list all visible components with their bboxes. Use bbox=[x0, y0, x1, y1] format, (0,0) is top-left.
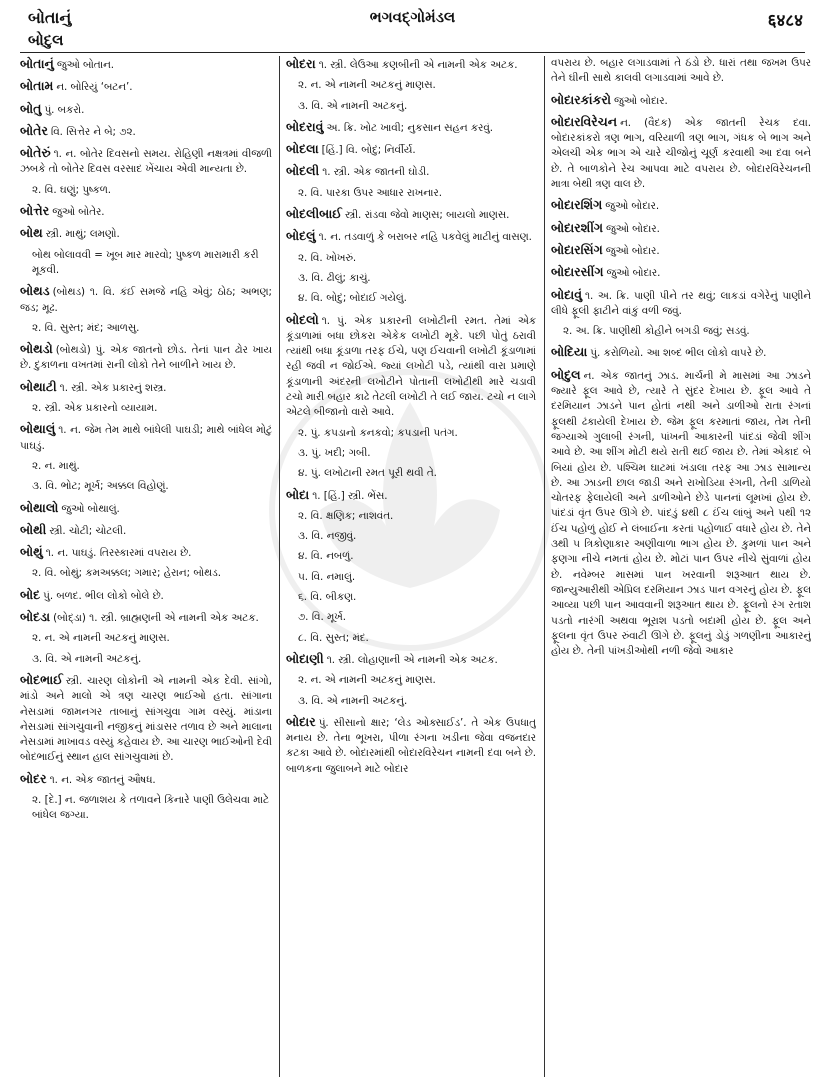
entry-headword: બોદ bbox=[20, 586, 41, 602]
entry-definition: જુઓ બોતાન. bbox=[56, 59, 115, 71]
entry-headword: બોથાલું bbox=[20, 421, 56, 437]
entry-definition: પું. કરોળિયો. આ શબ્દ ભીલ લોકો વાપરે છે. bbox=[590, 347, 767, 360]
column-divider-1 bbox=[279, 56, 280, 1077]
entry-sense bbox=[298, 673, 536, 688]
dictionary-column-3 bbox=[551, 56, 811, 1079]
dictionary-entry bbox=[20, 672, 272, 766]
entry-definition: ૨. વિ. પારકા ઉપર આધાર રાખનાર. bbox=[298, 186, 443, 199]
entry-headword: બોદાવું bbox=[551, 286, 583, 302]
entry-sense bbox=[298, 509, 536, 524]
entry-definition: ૭. વિ. મૂર્ખ. bbox=[298, 611, 346, 624]
page-header bbox=[0, 0, 825, 34]
entry-definition: ૧. સ્ત્રી. એક જાતની ઘોડી. bbox=[322, 166, 430, 179]
entry-headword: બોતેરું bbox=[20, 145, 51, 161]
entry-definition: ૨. ન. એ નામની અટકનું માણસ. bbox=[298, 79, 436, 92]
entry-definition: બોથ બોલાવવી = ખૂબ માર મારવો; પુષ્કળ મારામારી કરી મૂકવી. bbox=[32, 248, 259, 276]
dictionary-entry bbox=[551, 287, 811, 320]
entry-definition: પું. બળદ. ભીલ લોકો બોલે છે. bbox=[43, 589, 164, 602]
entry-headword: બોદડા bbox=[20, 609, 51, 625]
entry-definition: ૪. વિ. નબળું. bbox=[298, 550, 354, 563]
entry-definition: ૨. વિ. બોથું; કમઅક્કલ; ગમાર; હેરાન; બોથડ. bbox=[32, 567, 221, 580]
dictionary-entry bbox=[20, 421, 272, 454]
dictionary-entry bbox=[20, 225, 272, 242]
dictionary-entry bbox=[551, 56, 811, 87]
entry-headword: બોત્તેર bbox=[20, 203, 50, 219]
entry-headword: બોતેર bbox=[20, 122, 48, 138]
entry-definition: ન. (વૈદક) એક જાતની રેચક દવા. બોદારકાંકરો ત્રણ ભાગ, વરિયાળી ત્રણ ભાગ, ગંધક બે ભાગ અને એલચી એક ભાગ એ ચારે ચીજોનું ચૂર્ણ કરવાથી આ દવા બને છે. તે બાળકોને રેચ આપવા માટે વપરાય છે. બોદારવિરેચનની માત્રા બેથી ત્રણ વાલ છે. bbox=[551, 116, 811, 191]
entry-headword: બોદિયા bbox=[551, 344, 588, 360]
entry-sense bbox=[32, 183, 272, 198]
column-divider-2 bbox=[544, 56, 545, 1077]
entry-definition: ૧. ન. જેમ તેમ માથે બાંધેલી પાઘડી; માથે બાંધેલ મોટું પાઘડું. bbox=[20, 424, 272, 452]
entry-headword: બોદર bbox=[20, 770, 47, 786]
entry-sense bbox=[298, 549, 536, 564]
entry-definition: ૨. અ. ક્રિ. પાણીથી કોહીને બગડી જવું; સડવું. bbox=[563, 325, 750, 338]
entry-headword: બોદલો bbox=[286, 311, 319, 327]
entry-definition: [હિં.] વિ. બોદું; નિર્વીર્ય. bbox=[321, 144, 416, 157]
entry-sense bbox=[32, 631, 272, 646]
entry-definition: ૧. ન. તડવાળું કે બરાબર નહિ પકવેલું માટીનું વાસણ. bbox=[318, 231, 532, 244]
entry-definition: ૪. વિ. બોદું; બોદાઈ ગયેલું. bbox=[298, 292, 407, 305]
entry-headword: બોથડો bbox=[20, 341, 53, 357]
entry-headword: બોદારસીંગ bbox=[551, 264, 604, 280]
entry-definition: ૩. વિ. એ નામની અટકનું. bbox=[32, 652, 142, 665]
entry-headword: બોદુલ bbox=[551, 366, 581, 382]
entry-definition: જુઓ બોદાર. bbox=[605, 200, 660, 213]
dictionary-entry bbox=[286, 163, 536, 180]
dictionary-entry bbox=[551, 344, 811, 361]
entry-definition: જુઓ બોતેર. bbox=[52, 206, 105, 219]
entry-headword: બોદલી bbox=[286, 163, 320, 179]
entry-definition: ૨. સ્ત્રી. એક પ્રકારનો વ્યાયામ. bbox=[32, 402, 158, 415]
dictionary-entry bbox=[551, 242, 811, 259]
entry-definition: ૮. વિ. સુસ્ત; મંદ. bbox=[298, 631, 369, 644]
dictionary-entry bbox=[286, 119, 536, 136]
dictionary-entry bbox=[286, 228, 536, 245]
dictionary-entry bbox=[286, 206, 536, 223]
entry-definition: ન. એક જાતનું ઝાડ. માર્ચની મે માસમાં આ ઝાડને જ્યારે ફૂલ આવે છે, ત્યારે તે સુંદર દેખાય છે. ફૂલ આવે તે દરમિયાન ઝાડને પાન હોતાં નથી અને ડાળીઓ રાતા રંગનાં ફૂલથી ઢંકાયેલી દેખાય છે. જેમ ફૂલ કરમાતાં જાય, તેમ તેની જગ્યાએ ગુલાબી રંગની, પાંખની આકારની પાંદડાં જેવી શીંગ આવે છે. આ શીંગ મોટી થયે રાતી થઈ જાય છે. તેમાં એકાદ બે બિયાં હોય છે. પશ્ચિમ ઘાટમાં ખંડાલા તરફ આ ઝાડ સામાન્ય છે. આ ઝાડની છાલ જાડી અને રાખોડિયા રંગની, તેની ડાળિયો ચોતરફ ફેલાયેલી અને ડાળીઓને છેડે પાનનાં લૂમખાં હોય છે. પાંદડાં વૃંત ઉપર ઊગે છે. પાંદડું ૪થી ૮ ઈંચ લાંબું અને પથી ૧૨ ઈંચ પહોળું હોઈ ને લંબાઈના કરતાં પહોળાઈ વધારે હોય છે. તેને ૩થી ૫ ત્રિકોણાકાર અણીવાળા ભાગ હોય છે. કુમળાં પાન અને ફણગા નીચે નમતાં હોય છે. મોટાં પાન ઉપર નીચે સુંવાળાં હોય છે. નવેમ્બર માસમાં પાન ખરવાની શરૂઆત થાય છે. જાન્યુઆરીથી એપ્રિલ દરમિયાન ઝાડ પાન વગરનું હોય છે. ફૂલ આવ્યા પછી પાન આવવાની શરૂઆત થાય છે. ફૂલનો રંગ રતાશ પડતો નારંગી અથવા ભૂરાશ પડતો બદામી હોય છે. ફૂલ અને ફૂલના વૃંત ઉપર રુંવાટી ઊગે છે. ફૂલનું ડોડું ગળણીના આકારનું હોય છે. તેની પાંખડીઓથી નળી જેવો આકાર bbox=[551, 369, 811, 658]
entry-headword: બોદાણી bbox=[286, 650, 324, 666]
entry-sense bbox=[298, 446, 536, 461]
entry-definition: ૧. [હિં.] સ્ત્રી. ભેંસ. bbox=[312, 489, 388, 502]
entry-sense bbox=[32, 401, 272, 416]
entry-sense bbox=[32, 652, 272, 667]
dictionary-entry bbox=[20, 283, 272, 316]
entry-headword: બોદારવિરેચન bbox=[551, 113, 618, 129]
entry-definition: ૧. સ્ત્રી. લોહાણાની એ નામની એક અટક. bbox=[326, 653, 498, 666]
entry-definition: ૨. વિ. સુસ્ત; મંદ; આળસુ. bbox=[32, 321, 140, 334]
entry-sense bbox=[298, 78, 536, 93]
entry-sense bbox=[32, 793, 272, 824]
dictionary-entry bbox=[20, 544, 272, 561]
entry-headword: બોથું bbox=[20, 544, 43, 560]
entry-definition: જુઓ બોદાર. bbox=[613, 94, 668, 107]
entry-headword: બોદા bbox=[286, 486, 310, 502]
entry-definition: ૧. અ. ક્રિ. પાણી પીને તર થવું; લાકડાં વગેરેનું પાણીને લીધે ફૂલી ફાટીને વાંકું વળી જવું. bbox=[551, 289, 811, 317]
header-rule bbox=[20, 52, 805, 53]
running-head-left-sub: બોદુલ bbox=[28, 31, 64, 49]
entry-sense bbox=[32, 566, 272, 581]
entry-definition: પું. સીસાનો ક્ષાર; ‘લેડ ઓક્સાઈડ’. તે એક ઉપધાતુ મનાય છે. તેના ભૂખરા, પીળા રંગના ખડીના જેવા વજનદાર કટકા આવે છે. બોદારમાંથી બોદારવિરેચન નામની દવા બને છે. બાળકના જુલાબને માટે બોદાર bbox=[286, 716, 536, 775]
entry-headword: બોદલીબાઈ bbox=[286, 206, 342, 222]
entry-definition: ૨. વિ. ક્ષણિક; નાશવંત. bbox=[298, 509, 394, 522]
entry-sense bbox=[32, 459, 272, 474]
entry-sense bbox=[298, 631, 536, 646]
entry-headword: બોથડ bbox=[20, 283, 50, 299]
entry-sense bbox=[32, 479, 272, 494]
dictionary-entry bbox=[551, 92, 811, 109]
entry-sense bbox=[298, 694, 536, 709]
entry-sense bbox=[298, 590, 536, 605]
dictionary-entry bbox=[20, 203, 272, 220]
entry-definition: સ્ત્રી. ચોટી; ચોટલી. bbox=[49, 524, 127, 537]
entry-definition: ૧. ન. પાઘડું. તિરસ્કારમાં વપરાય છે. bbox=[45, 547, 192, 560]
entry-sense bbox=[563, 324, 811, 339]
dictionary-entry bbox=[551, 367, 811, 660]
dictionary-entry bbox=[551, 220, 811, 237]
entry-sense bbox=[298, 610, 536, 625]
dictionary-entry bbox=[551, 114, 811, 192]
entry-definition: (બોથડો) પું. એક જાતનો છોડ. તેનાં પાન ઢોર ખાય છે. દુકાળના વખતમાં રાની લોકો તેને બાળીને ખાય છે. bbox=[20, 344, 272, 372]
entry-sense bbox=[298, 466, 536, 481]
entry-headword: બોદારશિંગ bbox=[551, 197, 603, 213]
entry-sense bbox=[298, 426, 536, 441]
entry-definition: ૬. વિ. બીકણ. bbox=[298, 591, 357, 604]
entry-sense bbox=[298, 529, 536, 544]
entry-definition: ૧. ન. બોતેર દિવસનો સમય. રોહિણી નક્ષત્રમાં વીજળી ઝબકે તો બોતેર દિવસ વરસાદ ખેંચાય એવી માન્યતા છે. bbox=[20, 148, 272, 176]
entry-headword: બોદરા bbox=[286, 56, 316, 71]
dictionary-entry bbox=[20, 587, 272, 604]
entry-headword: બોદલું bbox=[286, 228, 316, 244]
dictionary-entry bbox=[286, 312, 536, 421]
entry-sense bbox=[298, 271, 536, 286]
dictionary-entry bbox=[20, 78, 272, 95]
entry-headword: બોથ bbox=[20, 225, 43, 241]
entry-definition: ૧. પું. એક પ્રકારની લખોટીની રમત. તેમાં એક કૂંડાળામાં બધા છોકરા એકેક લખોટી મૂકે. પછી પોતું ઠરાવી ત્યાંથી બધા કૂંડાળા તરફ ઈચે, પણ ઈચવાની લખોટી કૂંડાળામાં રહી જવી ન જોઈએ. જ્યાં લખોટી પડે, ત્યાંથી વારા પ્રમાણે કૂંડાળાની અંદરની લખોટીને પોતાની લખોટીથી મારે ચડાવી ટચો મારી બહાર કાઢે તેટલી લખોટી તે લઈ જાય. ટચો ન લાગે એટલે બીજાનો વારો આવે. bbox=[286, 314, 536, 419]
entry-definition: અ. ક્રિ. ખોટ ખાવી; નુકસાન સહન કરવું. bbox=[326, 121, 494, 134]
page-number: ६४८४ bbox=[767, 11, 803, 31]
dictionary-entry bbox=[20, 771, 272, 788]
entry-definition: વપરાય છે. બહાર લગાડવામાં તે ઠંડો છે. ધારાં તથા જખમ ઉપર તેને ઘીની સાથે કાલવી લગાડવામાં આવે છે. bbox=[551, 57, 811, 85]
entry-definition: ૧. સ્ત્રી. એક પ્રકારનું શસ્ત્ર. bbox=[59, 381, 167, 394]
entry-sense bbox=[298, 99, 536, 114]
entry-definition: ૩. વિ. એ નામની અટકનું. bbox=[298, 694, 408, 707]
entry-headword: બોદારશીંગ bbox=[551, 219, 604, 235]
dictionary-entry bbox=[20, 56, 272, 73]
entry-definition: ૨. ન. એ નામની અટકનું માણસ. bbox=[298, 674, 436, 687]
entry-sense bbox=[298, 291, 536, 306]
entry-definition: જુઓ બોદાર. bbox=[606, 222, 660, 235]
entry-definition: ન. બોરિયું ‘બટન’. bbox=[56, 81, 133, 94]
entry-definition: સ્ત્રી. રાંડવા જેવો માણસ; બાયલો માણસ. bbox=[344, 209, 510, 222]
entry-definition: ૨. [દે.] ન. જળાશય કે તળાવને કિનારે પાણી ઉલેચવા માટે બાંધેલ જગ્યા. bbox=[32, 793, 269, 822]
entry-definition: ૨. પું. કપડાનો કનકવો; કપડાની પતંગ. bbox=[298, 426, 458, 439]
entry-headword: બોદલા bbox=[286, 141, 319, 157]
entry-definition: (બોદ્ડા) ૧. સ્ત્રી. બ્રાહ્મણની એ નામની એક અટક. bbox=[53, 612, 259, 625]
entry-definition: જુઓ બોદાર. bbox=[605, 244, 660, 257]
dictionary-column-1 bbox=[20, 56, 272, 1079]
entry-headword: બોથી bbox=[20, 521, 47, 537]
entry-definition: ૧. ન. એક જાતનું ઔષધ. bbox=[49, 773, 156, 786]
entry-definition: ૨. વિ. ઘણું; પુષ્કળ. bbox=[32, 183, 112, 196]
entry-definition: (બોથડ) ૧. વિ. કંઈ સમજે નહિ એવું; ઠોઠ; અભણ; જડ; મૂઢ. bbox=[20, 286, 272, 314]
entry-definition: પું. બકરો. bbox=[44, 103, 85, 116]
dictionary-column-2 bbox=[286, 56, 536, 1079]
dictionary-entry bbox=[286, 487, 536, 504]
entry-definition: ૩. વિ. ભોટ; મૂર્ખ; અક્કલ વિહોણું. bbox=[32, 480, 169, 493]
dictionary-entry bbox=[551, 264, 811, 281]
dictionary-entry bbox=[20, 500, 272, 517]
dictionary-entry bbox=[286, 651, 536, 668]
dictionary-entry bbox=[20, 609, 272, 626]
entry-headword: બોથાટી bbox=[20, 378, 57, 394]
entry-headword: બોતામ bbox=[20, 78, 54, 94]
dictionary-entry bbox=[286, 714, 536, 777]
entry-definition: વિ. સિત્તેર ને બે; ૭૨. bbox=[50, 125, 136, 138]
entry-headword: બોદભાઈ bbox=[20, 671, 63, 687]
dictionary-entry bbox=[286, 141, 536, 158]
entry-definition: સ્ત્રી. માથું; લમણો. bbox=[45, 228, 120, 241]
dictionary-entry bbox=[20, 101, 272, 118]
entry-definition: સ્ત્રી. ચારણ લોકોની એ નામની એક દેવી. સાંગો, માંડો અને માલો એ ત્રણ ચારણ ભાઈઓ હતા. સાંગાના નેસડામાં જામનગર તાબાનું સાંગચુવા ગામ વસ્યું. માંડાના નેસડામાં સાંગચુવાની નજીકનું માંડાસર તળાવ છે અને માલાના નેસડામાં માખાવડ વસ્યું કહેવાય છે. આ ચારણ ભાઈઓની દેવી બોદભાઈનું સ્થાન હાલ સાંગચુવામાં છે. bbox=[20, 674, 272, 764]
entry-sense bbox=[298, 251, 536, 266]
entry-headword: બોથાલો bbox=[20, 499, 59, 515]
entry-definition: ૧. સ્ત્રી. લેઉઆ કણબીની એ નામની એક અટક. bbox=[318, 59, 518, 71]
entry-definition: ૪. પું. લખોટાની રમત પૂરી થવી તે. bbox=[298, 467, 437, 480]
entry-definition: જુઓ બોથાલું. bbox=[61, 502, 120, 515]
entry-definition: ૫. વિ. નમાલું. bbox=[298, 570, 356, 583]
entry-sense bbox=[298, 570, 536, 585]
dictionary-entry bbox=[20, 341, 272, 374]
entry-headword: બોતુ bbox=[20, 100, 42, 116]
entry-definition: ૩. વિ. ઢીલું; કાચું. bbox=[298, 271, 371, 284]
entry-headword: બોદાર bbox=[286, 713, 316, 729]
dictionary-entry bbox=[551, 197, 811, 214]
dictionary-entry bbox=[20, 379, 272, 396]
running-head-left: બોતાનું bbox=[28, 8, 72, 27]
dictionary-entry bbox=[20, 522, 272, 539]
entry-definition: ૩. વિ. એ નામની અટકનું. bbox=[298, 99, 408, 112]
dictionary-entry bbox=[20, 123, 272, 140]
entry-definition: ૩. વિ. નજીવું. bbox=[298, 530, 357, 543]
running-head-title: ભગવદ્ગોમંડલ bbox=[369, 8, 456, 26]
entry-headword: બોદરાવું bbox=[286, 118, 324, 134]
entry-headword: બોતાનું bbox=[20, 56, 54, 71]
entry-sense bbox=[32, 321, 272, 336]
entry-definition: ૨. ન. એ નામની અટકનું માણસ. bbox=[32, 632, 170, 645]
entry-headword: બોદારસિંગ bbox=[551, 241, 603, 257]
entry-definition: ૨. વિ. ખોખરું. bbox=[298, 251, 357, 264]
entry-definition: જુઓ બોદાર. bbox=[606, 267, 661, 280]
dictionary-entry bbox=[20, 145, 272, 178]
entry-sense bbox=[298, 186, 536, 201]
entry-sense bbox=[32, 248, 272, 279]
dictionary-entry bbox=[286, 56, 536, 73]
entry-definition: ૩. પું. ખદી; ગબી. bbox=[298, 446, 371, 459]
entry-definition: ૨. ન. માથું. bbox=[32, 459, 80, 472]
entry-headword: બોદારકાંકરો bbox=[551, 91, 611, 107]
